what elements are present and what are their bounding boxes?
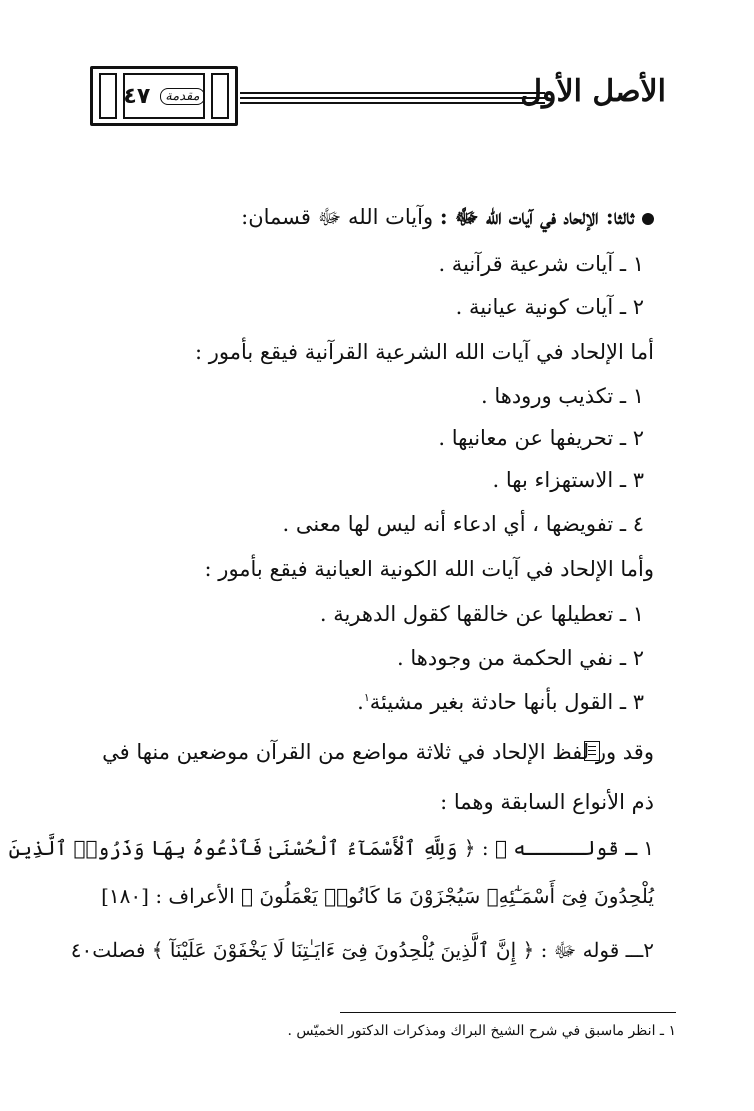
list-item: ١ ـ تكذيب ورودها . [481, 384, 644, 408]
section-heading [241, 204, 654, 235]
footnote-marker: ١ [363, 691, 370, 704]
list-item: ٢ ـ آيات كونية عيانية . [455, 295, 644, 319]
list-item: ١ ـ تعطيلها عن خالقها كقول الدهرية . [319, 602, 644, 626]
verse-line: يُلْحِدُونَ فِىٓ أَسْمَـٰٓئِهِۦ سَيُجْزَوْنَ مَا كَانُوا۟ يَعْمَلُونَ ﴾ الأعراف : [١٨٠] [101, 884, 654, 908]
list-item: ٣ ـ الاستهزاء بها . [492, 468, 644, 492]
heading-text: وآيات الله ﷻ قسمان: [241, 205, 434, 229]
list-item: ٢ ـ نفي الحكمة من وجودها . [397, 646, 644, 670]
note-paragraph: ذم الأنواع السابقة وهما : [440, 790, 654, 814]
section-label: مقدمة [160, 88, 204, 105]
verse-line: ٢ـــ قوله ﷻ : ﴿ إِنَّ ٱلَّذِينَ يُلْحِدُونَ فِىٓ ءَايَـٰتِنَا لَا يَخْفَوْنَ عَلَيْنَآ ﴾ فصلت٤٠ [70, 938, 654, 962]
bullet-icon [642, 213, 654, 225]
list-item: ١ ـ آيات شرعية قرآنية . [438, 252, 644, 276]
list-item [357, 690, 644, 714]
note-paragraph: وقد ور لفظ الإلحاد في ثلاثة مواضع من القرآن موضعين منها في [102, 740, 654, 764]
page-number: ٤٧ [123, 83, 151, 109]
footnote-text: ١ ـ انظر ماسبق في شرح الشيخ البراك ومذكرات الدكتور الخميّس . [287, 1023, 676, 1039]
list-item: ٢ ـ تحريفها عن معانيها . [438, 426, 644, 450]
period: . [357, 690, 364, 714]
chapter-title: الأصل الأول [520, 74, 666, 109]
paragraph-line: وأما الإلحاد في آيات الله الكونية العيانية فيقع بأمور : [204, 557, 654, 581]
list-item-text: ٣ ـ القول بأنها حادثة بغير مشيئة [369, 690, 644, 714]
heading-bold: ثالثا: الإلحاد في آيات الله ﷻ : [439, 204, 634, 229]
list-item: ٤ ـ تفويضها ، أي ادعاء أنه ليس لها معنى . [282, 512, 644, 536]
paragraph-line: أما الإلحاد في آيات الله الشرعية القرآنية فيقع بأمور : [194, 340, 654, 364]
footnote-rule [340, 1012, 676, 1013]
verse-line: ١ ـ قولـــــه ﷻ : ﴿ وَلِلَّهِ ٱلْأَسْمَآءُ ٱلْحُسْنَىٰ فَٱدْعُوهُ بِهَا وَذَرُوا۟ ٱلَّذِينَ [8, 836, 654, 860]
